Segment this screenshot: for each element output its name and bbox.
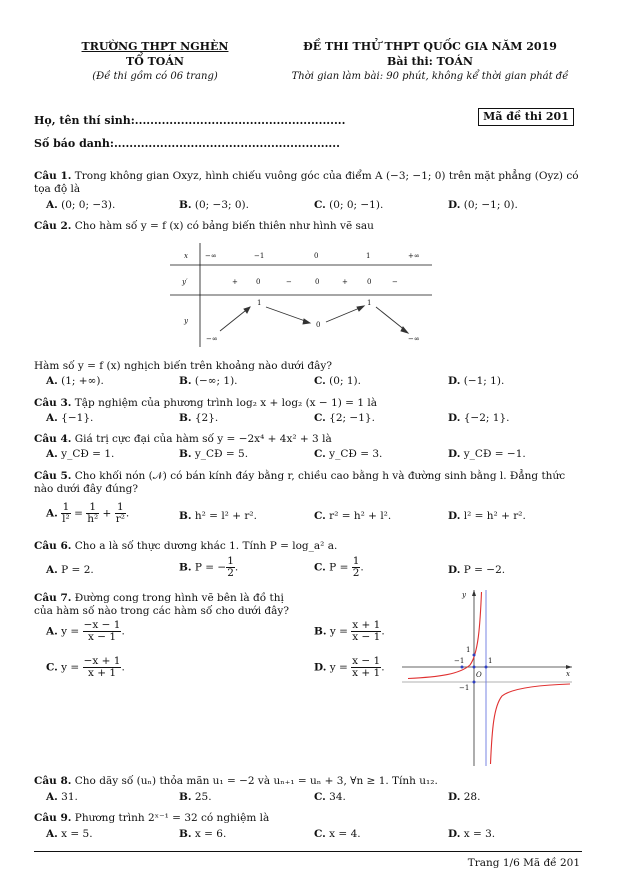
option-d[interactable]: y_CĐ = −1. bbox=[463, 448, 526, 460]
question-9 bbox=[34, 812, 582, 825]
option-letter: B. bbox=[179, 828, 192, 840]
subject: Bài thi: TOÁN bbox=[387, 55, 473, 68]
answers-q8 bbox=[34, 791, 582, 804]
option-letter: D. bbox=[448, 828, 461, 840]
option-letter: A. bbox=[46, 412, 58, 424]
option-b[interactable]: {2}. bbox=[194, 412, 219, 424]
question-number: Câu 2. bbox=[34, 220, 72, 232]
option-letter: B. bbox=[179, 448, 192, 460]
pages-note: (Đề thi gồm có 06 trang) bbox=[92, 71, 218, 82]
option-letter: D. bbox=[448, 199, 461, 211]
option-a[interactable]: x = 5. bbox=[61, 828, 93, 840]
option-letter: C. bbox=[314, 828, 326, 840]
table-y-val: 0 bbox=[316, 321, 321, 329]
footer-rule bbox=[34, 851, 582, 852]
question-6 bbox=[34, 540, 582, 553]
option-letter: C. bbox=[314, 375, 326, 387]
tick-label: −1 bbox=[459, 684, 470, 692]
school-name: TRƯỜNG THPT NGHÈN bbox=[81, 40, 229, 53]
option-letter: C. bbox=[314, 199, 326, 211]
student-name-field: Họ, tên thí sinh:....................................................... bbox=[34, 114, 346, 127]
variation-table bbox=[170, 243, 440, 347]
question-4 bbox=[34, 433, 582, 446]
question-text: Giá trị cực đại của hàm số y = −2x⁴ + 4x² + 3 là bbox=[74, 433, 332, 445]
option-b[interactable]: (0; −3; 0). bbox=[194, 199, 249, 211]
answers-q2 bbox=[34, 375, 582, 388]
option-letter: C. bbox=[314, 561, 326, 574]
tick-label: −1 bbox=[454, 657, 465, 665]
table-x-val: +∞ bbox=[408, 252, 420, 260]
option-c[interactable]: 34. bbox=[329, 791, 346, 803]
answers-q1 bbox=[34, 199, 582, 212]
question-number: Câu 8. bbox=[34, 775, 72, 787]
option-letter: B. bbox=[314, 625, 327, 638]
option-b[interactable]: B. P = − $\frac{1}{2}$ . bbox=[179, 555, 239, 579]
option-letter: B. bbox=[179, 412, 192, 424]
option-d[interactable]: l² = h² + r². bbox=[463, 510, 526, 522]
option-letter: D. bbox=[314, 661, 327, 674]
answers-q9 bbox=[34, 828, 582, 841]
option-letter: B. bbox=[179, 375, 192, 387]
table-sign: 0 bbox=[256, 278, 261, 286]
option-c[interactable]: C. y = $\frac{-x + 1}{x + 1}$ . bbox=[46, 655, 125, 679]
table-y-label: y bbox=[184, 317, 188, 325]
table-x-val: −∞ bbox=[205, 252, 217, 260]
option-d[interactable]: P = −2. bbox=[463, 564, 506, 576]
tick-label: 1 bbox=[488, 657, 493, 665]
option-b[interactable]: y_CĐ = 5. bbox=[194, 448, 249, 460]
option-letter: A. bbox=[46, 791, 58, 803]
option-d[interactable]: {−2; 1}. bbox=[463, 412, 510, 424]
table-y-val: 1 bbox=[257, 299, 262, 307]
table-sign: − bbox=[286, 278, 292, 286]
y-axis-label: y bbox=[462, 591, 466, 599]
option-letter: D. bbox=[448, 412, 461, 424]
option-letter: A. bbox=[46, 507, 58, 520]
option-c[interactable]: {2; −1}. bbox=[329, 412, 375, 424]
answers-q4 bbox=[34, 448, 582, 461]
table-sign: 0 bbox=[315, 278, 320, 286]
table-x-val: 0 bbox=[314, 252, 319, 260]
tick-label: 1 bbox=[466, 646, 471, 654]
question-text: Cho khối nón (𝒩) có bán kính đáy bằng r, chiều cao bằng h và đường sinh bằng l. Đẳng thức nào dưới đây đúng? bbox=[34, 470, 566, 495]
question-text: Đường cong trong hình vẽ bên là đồ thị bbox=[74, 592, 284, 604]
option-a[interactable]: y_CĐ = 1. bbox=[61, 448, 115, 460]
option-letter: A. bbox=[46, 625, 58, 638]
option-letter: B. bbox=[179, 510, 192, 522]
table-sign: 0 bbox=[367, 278, 372, 286]
table-x-val: −1 bbox=[254, 252, 265, 260]
table-sign: + bbox=[232, 278, 238, 286]
option-b[interactable]: x = 6. bbox=[194, 828, 227, 840]
question-text: Cho hàm số y = f (x) có bảng biến thiên như hình vẽ sau bbox=[74, 220, 374, 232]
answers-q6 bbox=[34, 556, 582, 586]
x-axis-label: x bbox=[566, 670, 570, 678]
option-d[interactable]: (0; −1; 0). bbox=[463, 199, 518, 211]
question-2 bbox=[34, 220, 582, 233]
option-letter: D. bbox=[448, 375, 461, 387]
option-a[interactable]: A. y = $\frac{-x - 1}{x - 1}$ . bbox=[46, 619, 125, 643]
question-text: Cho a là số thực dương khác 1. Tính P = log_a² a. bbox=[74, 540, 338, 552]
option-d[interactable]: D. y = $\frac{x - 1}{x + 1}$ . bbox=[314, 655, 385, 679]
option-letter: A. bbox=[46, 199, 58, 211]
origin-label: O bbox=[476, 671, 482, 679]
question-text: Cho dãy số (uₙ) thỏa mãn u₁ = −2 và uₙ₊₁ = uₙ + 3, ∀n ≥ 1. Tính u₁₂. bbox=[74, 775, 438, 787]
option-c[interactable]: (0; 1). bbox=[329, 375, 361, 387]
curve-right-branch bbox=[491, 684, 571, 764]
option-b[interactable]: 25. bbox=[194, 791, 212, 803]
table-y-val: 1 bbox=[367, 299, 372, 307]
question-number: Câu 7. bbox=[34, 592, 72, 604]
question-text: Phương trình 2ˣ⁻¹ = 32 có nghiệm là bbox=[74, 812, 270, 824]
option-letter: A. bbox=[46, 828, 58, 840]
option-c[interactable]: x = 4. bbox=[329, 828, 361, 840]
option-letter: C. bbox=[46, 661, 58, 674]
option-letter: D. bbox=[448, 791, 461, 803]
option-letter: D. bbox=[448, 448, 461, 460]
option-d[interactable]: 28. bbox=[463, 791, 481, 803]
question-1 bbox=[34, 170, 582, 196]
option-c[interactable]: (0; 0; −1). bbox=[329, 199, 384, 211]
table-x-label: x bbox=[184, 252, 188, 260]
option-b[interactable]: h² = l² + r². bbox=[194, 510, 257, 522]
option-c[interactable]: y_CĐ = 3. bbox=[329, 448, 383, 460]
option-a[interactable]: (0; 0; −3). bbox=[61, 199, 116, 211]
option-b[interactable]: B. y = $\frac{x + 1}{x - 1}$ . bbox=[314, 619, 385, 643]
answers-q3 bbox=[34, 412, 582, 425]
time-note: Thời gian làm bài: 90 phút, không kể thời gian phát đề bbox=[291, 71, 569, 82]
question-number: Câu 3. bbox=[34, 397, 72, 409]
table-sign: + bbox=[342, 278, 348, 286]
option-b-text: P = − bbox=[194, 561, 227, 574]
student-id-field: Số báo danh:........................................................... bbox=[34, 137, 340, 150]
option-letter: D. bbox=[448, 510, 461, 522]
option-a[interactable]: P = 2. bbox=[61, 564, 94, 576]
option-letter: A. bbox=[46, 448, 58, 460]
option-letter: B. bbox=[179, 199, 192, 211]
question-text: của hàm số nào trong các hàm số cho dưới đây? bbox=[34, 605, 289, 617]
table-x-val: 1 bbox=[366, 252, 371, 260]
answers-q5 bbox=[34, 502, 582, 532]
option-c-text: P = bbox=[329, 561, 349, 574]
option-letter: C. bbox=[314, 412, 326, 424]
question-7 bbox=[34, 592, 324, 618]
question-number: Câu 5. bbox=[34, 470, 72, 482]
option-a[interactable]: {−1}. bbox=[61, 412, 94, 424]
option-letter: C. bbox=[314, 791, 326, 803]
option-letter: B. bbox=[179, 561, 192, 574]
option-a[interactable]: (1; +∞). bbox=[61, 375, 104, 387]
table-y-val: −∞ bbox=[206, 335, 218, 343]
option-letter: A. bbox=[46, 375, 58, 387]
department-name: TỔ TOÁN bbox=[126, 55, 184, 68]
question-8 bbox=[34, 775, 582, 788]
option-d[interactable]: (−1; 1). bbox=[463, 375, 505, 387]
option-c[interactable]: C. P = $\frac{1}{2}$ . bbox=[314, 555, 364, 579]
option-d[interactable]: x = 3. bbox=[463, 828, 496, 840]
question-number: Câu 4. bbox=[34, 433, 72, 445]
function-graph bbox=[400, 588, 575, 768]
option-letter: C. bbox=[314, 448, 326, 460]
page-footer: Trang 1/6 Mã đề 201 bbox=[467, 857, 580, 869]
exam-title: ĐỀ THI THỬ THPT QUỐC GIA NĂM 2019 bbox=[303, 40, 557, 53]
table-y-val: −∞ bbox=[408, 335, 420, 343]
table-sign: − bbox=[392, 278, 398, 286]
option-c[interactable]: r² = h² + l². bbox=[329, 510, 392, 522]
question-number: Câu 6. bbox=[34, 540, 72, 552]
option-a[interactable]: 31. bbox=[61, 791, 78, 803]
question-3 bbox=[34, 397, 582, 410]
table-yp-label: y′ bbox=[182, 278, 188, 286]
option-letter: C. bbox=[314, 510, 326, 522]
curve-left-branch bbox=[408, 592, 482, 679]
question-text: Trong không gian Oxyz, hình chiếu vuông góc của điểm A (−3; −1; 0) trên mặt phẳng (Oyz) có tọa độ là bbox=[34, 170, 579, 195]
q2-question: Hàm số y = f (x) nghịch biến trên khoảng nào dưới đây? bbox=[34, 360, 332, 372]
option-letter: A. bbox=[46, 564, 58, 576]
option-a[interactable]: A. $\frac{1}{\text{l²}}$ = $\frac{1}{\text{h²}}$ + $\frac{1}{\text{r²}}$ . bbox=[46, 501, 130, 525]
option-letter: B. bbox=[179, 791, 192, 803]
option-b[interactable]: (−∞; 1). bbox=[194, 375, 238, 387]
question-number: Câu 1. bbox=[34, 170, 72, 182]
question-number: Câu 9. bbox=[34, 812, 72, 824]
question-text: Tập nghiệm của phương trình log₂ x + log₂ (x − 1) = 1 là bbox=[74, 397, 377, 409]
question-5 bbox=[34, 470, 582, 496]
exam-code-box: Mã đề thi 201 bbox=[478, 108, 574, 126]
option-letter: D. bbox=[448, 564, 461, 576]
